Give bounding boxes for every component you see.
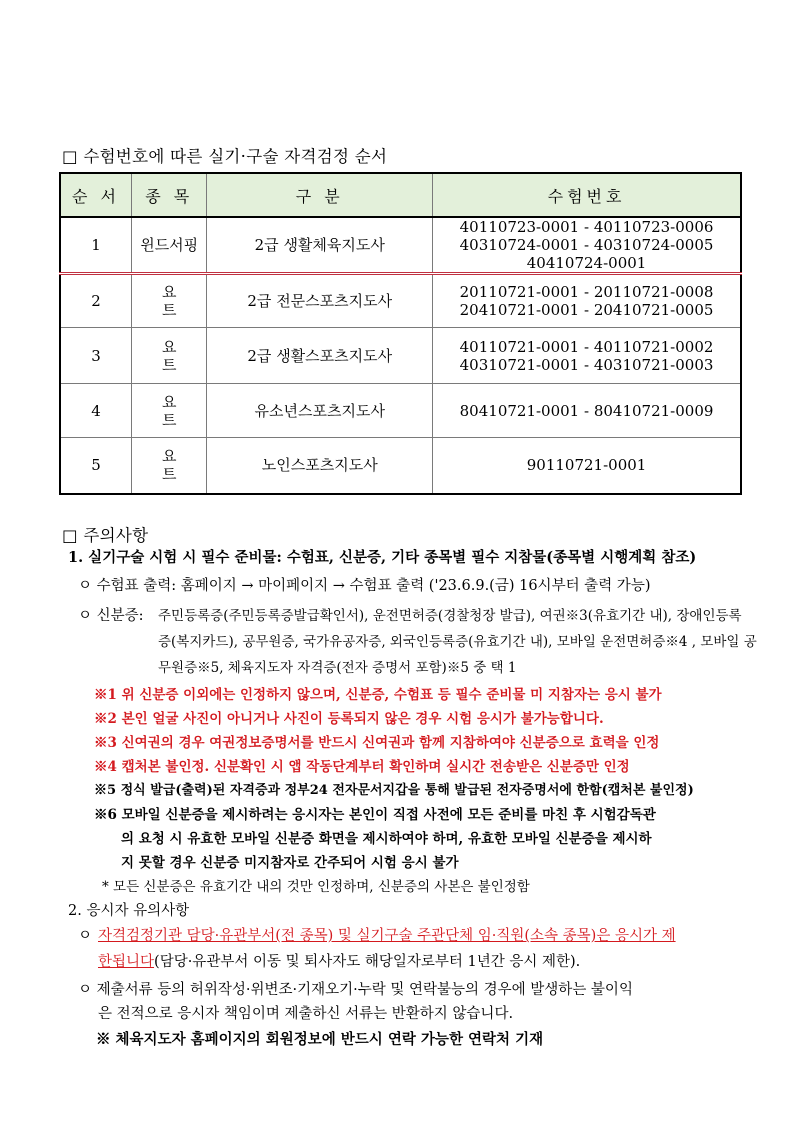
bullet-marker: ㅇ [78, 928, 93, 944]
note-6-cont: 의 요청 시 유효한 모바일 신분증 화면을 제시하여야 하며, 유효한 모바일 신분증을 제시하 [121, 831, 652, 847]
table-row [60, 217, 741, 274]
exam-number-range: 40310724-0001 - 40310724-0005 [459, 236, 714, 254]
exam-number-range: 40110723-0001 - 40110723-0006 [459, 218, 714, 236]
note-1: ※1 위 신분증 이외에는 인정하지 않으며, 신분증, 수험표 등 필수 준비물 미 지참자는 응시 불가 [94, 687, 662, 703]
row-exam-numbers [433, 274, 741, 328]
table-row [60, 328, 741, 384]
exam-number-range: 40110721-0001 - 40110721-0002 [459, 337, 714, 356]
table-row [60, 438, 741, 494]
section-title-notes: □ 주의사항 [62, 526, 149, 545]
note-2: ※2 본인 얼굴 사진이 아니거나 사진이 등록되지 않은 경우 시험 응시가 불가능합니다. [94, 711, 604, 727]
note-5: ※5 정식 발급(출력)된 자격증과 정부24 전자문서지갑을 통해 발급된 전자증명서에 한함(캡처본 불인정) [94, 783, 694, 798]
row-exam-numbers [433, 384, 741, 438]
exam-number-range: 20110721-0001 - 20110721-0008 [459, 283, 714, 301]
row-category: 2급 전문스포츠지도사 [207, 274, 433, 328]
row-order: 4 [60, 384, 131, 438]
header-category: 구 분 [207, 173, 433, 217]
note-4: ※4 캡처본 불인정. 신분확인 시 앱 작동단계부터 확인하며 실시간 전송받은 신분증만 인정 [94, 759, 630, 775]
row-order: 1 [60, 217, 131, 274]
note-3: ※3 신여권의 경우 여권정보증명서를 반드시 신여권과 함께 지참하여야 신분증으로 효력을 인정 [94, 735, 660, 751]
note-6-cont: 지 못할 경우 신분증 미지참자로 간주되어 시험 응시 불가 [121, 855, 459, 871]
exam-number-range: 40310721-0001 - 40310721-0003 [459, 355, 714, 374]
id-list-line: 증(복지카드), 공무원증, 국가유공자증, 외국인등록증(유효기간 내), 모바일 운전면허증※4 , 모바일 공 [158, 634, 757, 650]
contact-info-note: ※ 체육지도자 홈페이지의 회원정보에 반드시 연락 가능한 연락처 기재 [96, 1031, 544, 1048]
row-exam-numbers [433, 438, 741, 494]
header-sport: 종 목 [131, 173, 207, 217]
id-list-line: 무원증※5, 체육지도자 자격증(전자 증명서 포함)※5 중 택 1 [158, 660, 517, 676]
row-order: 3 [60, 328, 131, 384]
notes-item2-heading: 2. 응시자 유의사항 [68, 903, 190, 919]
row-order: 5 [60, 438, 131, 494]
table-header-row [60, 173, 741, 217]
section-title-order: □ 수험번호에 따른 실기·구술 자격검정 순서 [62, 147, 388, 166]
exam-order-table [59, 172, 742, 495]
row-category: 노인스포츠지도사 [207, 438, 433, 494]
table-row [60, 384, 741, 438]
row-category: 2급 생활스포츠지도사 [207, 328, 433, 384]
id-label: ㅇ 신분증: [78, 608, 144, 624]
header-exam-number: 수험번호 [433, 173, 741, 217]
exam-number-range: 80410721-0001 - 80410721-0009 [459, 401, 714, 420]
restriction-notice-red: 자격검정기관 담당·유관부서(전 종목) 및 실기구술 주관단체 임·직원(소속 종목)은 응시가 제 [98, 928, 676, 944]
row-order: 2 [60, 274, 131, 328]
row-sport: 요 트 [131, 384, 207, 438]
document-liability-note-cont: 은 전적으로 응시자 책임이며 제출하신 서류는 반환하지 않습니다. [98, 1006, 514, 1022]
exam-number-range: 90110721-0001 [526, 456, 647, 475]
row-sport: 요 트 [131, 438, 207, 494]
note-6: ※6 모바일 신분증을 제시하려는 응시자는 본인이 직접 사전에 모든 준비를 마친 후 시험감독관 [94, 807, 656, 823]
id-list-line: 주민등록증(주민등록증발급확인서), 운전면허증(경찰청장 발급), 여권※3(유효기간 내), 장애인등록 [158, 608, 742, 624]
exam-number-range: 40410724-0001 [526, 254, 647, 272]
row-sport: 윈드서핑 [131, 217, 207, 274]
ticket-print-instruction: ㅇ 수험표 출력: 홈페이지 → 마이페이지 → 수험표 출력 ('23.6.9.(금) 16시부터 출력 가능) [78, 578, 651, 594]
header-order: 순 서 [60, 173, 131, 217]
table-row [60, 274, 741, 328]
row-category: 2급 생활체육지도사 [207, 217, 433, 274]
restriction-notice-detail: (담당·유관부서 이동 및 퇴사자도 해당일자로부터 1년간 응시 제한). [154, 954, 581, 970]
restriction-notice-line2 [98, 951, 580, 973]
row-category: 유소년스포츠지도사 [207, 384, 433, 438]
row-exam-numbers [433, 328, 741, 384]
row-exam-numbers [433, 217, 741, 274]
id-validity-note: * 모든 신분증은 유효기간 내의 것만 인정하며, 신분증의 사본은 불인정함 [102, 879, 530, 895]
restriction-notice-red-end: 한됩니다 [98, 954, 155, 970]
exam-number-range: 20410721-0001 - 20410721-0005 [459, 301, 714, 319]
notes-item1-heading: 1. 실기구술 시험 시 필수 준비물: 수험표, 신분증, 기타 종목별 필수 지참물(종목별 시행계획 참조) [68, 549, 697, 566]
row-sport: 요 트 [131, 274, 207, 328]
row-sport: 요 트 [131, 328, 207, 384]
document-liability-note: ㅇ 제출서류 등의 허위작성·위변조·기재오기·누락 및 연락불능의 경우에 발생하는 불이익 [78, 982, 633, 998]
